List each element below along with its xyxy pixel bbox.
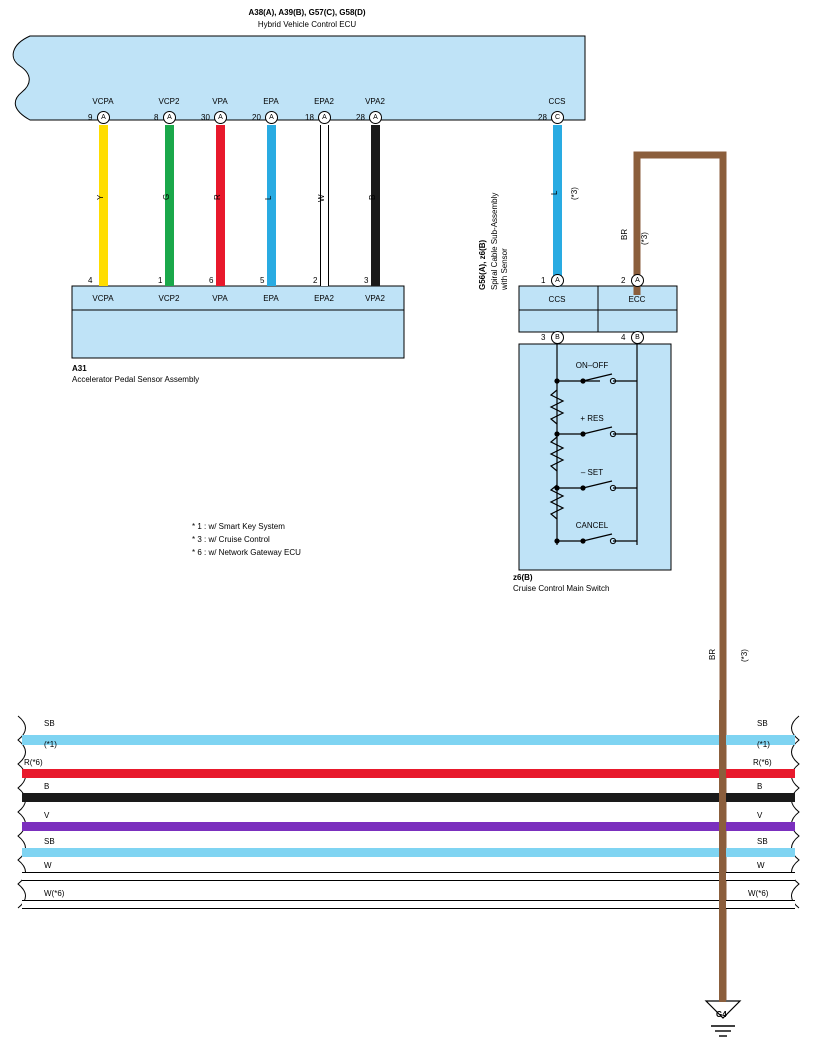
wire-note-ccs: (*3) [570,187,579,200]
bus-line-sb1 [22,735,795,745]
sensor-terminal-label-vcp2: VCP2 [158,294,180,303]
sensor-terminal-label-vcpa: VCPA [92,294,114,303]
spiral-terminal-label-ccs: CCS [548,295,566,304]
bus-sublabel-left-sb1: (*1) [44,740,57,749]
ecu-pin-number-epa: 20 [252,113,261,122]
ecu-pin-code-vcp2: A [163,111,176,124]
ecu-box [13,36,585,120]
spiral-pin-code-ccs: A [551,274,564,287]
spiral-pin-code-3: B [551,331,564,344]
spiral-cable-name-line2: with Sensor [500,248,509,290]
sensor-connector-id: A31 [72,364,87,373]
bus-label-right-sb1: SB [757,719,768,728]
wire-vpa2 [371,125,380,286]
ecu-pin-number-vpa2: 28 [356,113,365,122]
brown-wire-overlay [719,700,726,1002]
ecu-terminal-label-epa: EPA [263,97,279,106]
sensor-pin-number-vpa: 6 [209,276,214,285]
bus-line-b [22,793,795,802]
spiral-pin-number-ccs: 1 [541,276,546,285]
ecu-terminal-label-vcpa: VCPA [92,97,114,106]
ecu-pin-number-epa2: 18 [305,113,314,122]
sensor-pin-number-vcp2: 1 [158,276,163,285]
ecu-pin-code-vpa2: A [369,111,382,124]
wire-code-br-bottom: BR [708,648,717,660]
bus-label-right-w: W [757,861,765,870]
bus-line-v [22,822,795,831]
spiral-pin-code-ecc: A [631,274,644,287]
wire-vpa [216,125,225,286]
bus-label-left-w6: W(*6) [44,889,65,898]
sensor-pin-number-epa2: 2 [313,276,318,285]
spiral-terminal-label-ecc: ECC [628,295,646,304]
bus-sublabel-right-sb1: (*1) [757,740,770,749]
ecu-pin-code-vcpa: A [97,111,110,124]
ecu-terminal-label-ccs: CCS [548,97,566,106]
bus-label-left-w: W [44,861,52,870]
ecu-pin-code-epa2: A [318,111,331,124]
spiral-cable-name-line1: Spiral Cable Sub-Assembly [490,192,499,290]
spiral-pin-number-4: 4 [621,333,626,342]
sensor-pin-number-vpa2: 3 [364,276,369,285]
bus-label-left-b: B [44,782,50,791]
sensor-terminal-label-vpa2: VPA2 [365,294,385,303]
wire-code-br-top: BR [620,228,629,240]
legend-item-1: * 1 : w/ Smart Key System [192,522,285,531]
bus-label-left-sb2: SB [44,837,55,846]
wire-ccs [553,125,562,286]
spiral-pin-code-4: B [631,331,644,344]
bus-label-right-r6: R(*6) [753,758,772,767]
wire-code-y: Y [96,194,105,200]
legend-item-3: * 6 : w/ Network Gateway ECU [192,548,301,557]
bus-line-r6 [22,769,795,778]
sensor-pin-number-epa: 5 [260,276,265,285]
ecu-pin-code-ccs: C [551,111,564,124]
cruise-switch-connector-id: z6(B) [513,573,533,582]
cruise-switch-name: Cruise Control Main Switch [513,584,610,593]
ecu-terminal-label-vpa2: VPA2 [365,97,385,106]
wire-code-b: B [368,194,377,200]
ecu-pin-number-vpa: 30 [201,113,210,122]
bus-label-right-v: V [757,811,763,820]
ecu-connector-ids: A38(A), A39(B), G57(C), G58(D) [248,8,366,17]
wire-code-w: W [317,194,326,202]
switch-contact-set: – SET [580,468,604,477]
bus-label-right-w6: W(*6) [748,889,769,898]
wire-epa [267,125,276,286]
bus-line-sb2 [22,848,795,857]
ecu-terminal-label-epa2: EPA2 [314,97,334,106]
legend-item-2: * 3 : w/ Cruise Control [192,535,270,544]
wire-vcp2 [165,125,174,286]
wire-code-ccs-l: L [550,190,559,195]
wire-vcpa [99,125,108,286]
ecu-pin-number-vcpa: 9 [88,113,93,122]
sensor-terminal-label-vpa: VPA [212,294,228,303]
sensor-pin-number-vcpa: 4 [88,276,93,285]
wire-note-br-bottom: (*3) [740,649,749,662]
sensor-box-name: Accelerator Pedal Sensor Assembly [72,375,200,384]
ecu-terminal-label-vcp2: VCP2 [158,97,180,106]
switch-contact-cancel: CANCEL [575,521,609,530]
ecu-pin-code-epa: A [265,111,278,124]
ecu-pin-number-vcp2: 8 [154,113,159,122]
sensor-terminal-label-epa: EPA [263,294,279,303]
wire-epa2 [320,125,329,286]
spiral-cable-connector-id: G56(A), z6(B) [478,239,487,290]
bus-label-left-r6: R(*6) [24,758,43,767]
bus-label-left-sb1: SB [44,719,55,728]
ecu-name: Hybrid Vehicle Control ECU [257,20,357,29]
ecu-terminal-label-vpa: VPA [212,97,228,106]
ecu-pin-number-ccs: 28 [538,113,547,122]
spiral-pin-number-3: 3 [541,333,546,342]
sensor-terminal-label-epa2: EPA2 [314,294,334,303]
wire-note-br-top: (*3) [640,232,649,245]
ecu-pin-code-vpa: A [214,111,227,124]
wire-code-g: G [162,193,171,200]
bus-label-right-sb2: SB [757,837,768,846]
switch-contact-on-off: ON–OFF [575,361,609,370]
bus-line-w6 [22,900,795,909]
spiral-pin-number-ecc: 2 [621,276,626,285]
ground-label: G4 [716,1010,727,1019]
switch-contact-res: + RES [580,414,604,423]
wire-code-l: L [264,195,273,200]
bus-label-right-b: B [757,782,763,791]
bus-line-w [22,872,795,881]
bus-label-left-v: V [44,811,50,820]
wire-code-r: R [213,194,222,200]
